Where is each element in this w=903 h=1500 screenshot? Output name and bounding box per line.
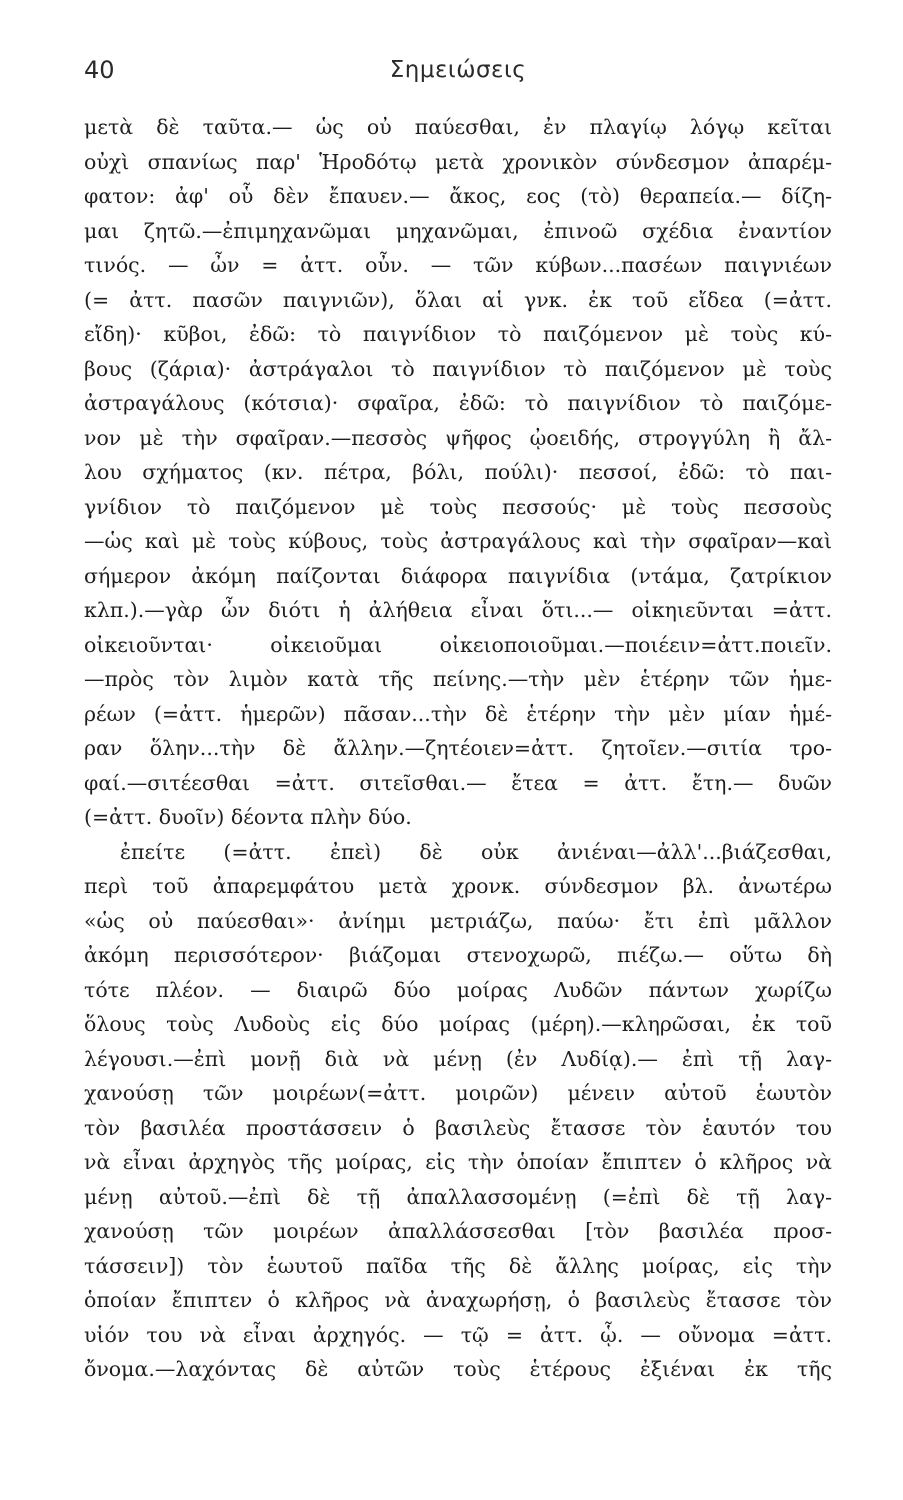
text-line: σήμερον ἀκόμη παίζονται διάφορα παιγνίδια (ντάμα, ζατρίκιον bbox=[84, 563, 832, 588]
text-line: οὐχὶ σπανίως παρ' Ἡροδότῳ μετὰ χρονικὸν σύνδεσμον ἀπαρέμ- bbox=[84, 149, 832, 174]
text-line: βους (ζάρια)· ἀστράγαλοι τὸ παιγνίδιον τὸ παιζόμενον μὲ τοὺς bbox=[84, 356, 832, 381]
text-line: φαί.—σιτέεσθαι =ἀττ. σιτεῖσθαι.— ἔτεα = ἀττ. ἔτη.— δυῶν bbox=[84, 770, 832, 795]
text-line: τότε πλέον. — διαιρῶ δύο μοίρας Λυδῶν πάντων χωρίζω bbox=[84, 977, 832, 1002]
text-line: «ὡς οὐ παύεσθαι»· ἀνίημι μετριάζω, παύω· ἔτι ἐπὶ μᾶλλον bbox=[84, 908, 832, 933]
text-line: χανούσῃ τῶν μοιρέων(=ἀττ. μοιρῶν) μένειν αὐτοῦ ἑωυτὸν bbox=[84, 1081, 832, 1105]
text-line: υἱόν του νὰ εἶναι ἀρχηγός. — τῷ = ἀττ. ᾧ. — οὔνομα =ἀττ. bbox=[84, 1322, 832, 1347]
text-line: ρέων (=ἀττ. ἡμερῶν) πᾶσαν...τὴν δὲ ἑτέρην τὴν μὲν μίαν ἡμέ- bbox=[84, 701, 832, 726]
text-line: ἐπείτε (=ἀττ. ἐπεὶ) δὲ οὐκ ἀνιέναι—ἀλλ'...βιάζεσθαι, bbox=[120, 839, 832, 864]
text-line: —ὡς καὶ μὲ τοὺς κύβους, τοὺς ἀστραγάλους καὶ τὴν σφαῖραν—καὶ bbox=[84, 529, 832, 553]
text-line: (= ἀττ. πασῶν παιγνιῶν), ὅλαι αἱ γνκ. ἐκ τοῦ εἴδεα (=ἀττ. bbox=[84, 287, 832, 312]
page-number: 40 bbox=[84, 56, 115, 84]
text-line: ραν ὅλην...τὴν δὲ ἄλλην.—ζητέοιεν=ἀττ. ζητοῖεν.—σιτία τρο- bbox=[84, 736, 832, 760]
text-line: οἰκειοῦνται· οἰκειοῦμαι οἰκειοποιοῦμαι.—ποιέειν=ἀττ.ποιεῖν. bbox=[84, 632, 832, 657]
text-line: εἴδη)· κῦβοι, ἐδῶ: τὸ παιγνίδιον τὸ παιζόμενον μὲ τοὺς κύ- bbox=[84, 322, 832, 346]
page-header bbox=[84, 50, 832, 90]
text-line: τάσσειν]) τὸν ἑωυτοῦ παῖδα τῆς δὲ ἄλλης μοίρας, εἰς τὴν bbox=[84, 1253, 832, 1278]
text-line: μένῃ αὐτοῦ.—ἐπὶ δὲ τῇ ἀπαλλασσομένῃ (=ἐπὶ δὲ τῇ λαγ- bbox=[84, 1184, 832, 1209]
text-line: ὅλους τοὺς Λυδοὺς εἰς δύο μοίρας (μέρη).—κληρῶσαι, ἐκ τοῦ bbox=[84, 1012, 832, 1036]
text-line: —πρὸς τὸν λιμὸν κατὰ τῆς πείνης.—τὴν μὲν ἑτέρην τῶν ἡμε- bbox=[84, 667, 832, 691]
notes-body bbox=[84, 110, 832, 1387]
text-line: μαι ζητῶ.—ἐπιμηχανῶμαι μηχανῶμαι, ἐπινοῶ σχέδια ἐναντίον bbox=[84, 218, 832, 243]
text-line: τινός. — ὦν = ἀττ. οὖν. — τῶν κύβων...πασέων παιγνιέων bbox=[84, 253, 832, 277]
text-line: κλπ.).—γὰρ ὦν διότι ἡ ἀλήθεια εἶναι ὅτι...— οἰκηιεῦνται =ἀττ. bbox=[84, 598, 832, 622]
text-line: (=ἀττ. δυοῖν) δέοντα πλὴν δύο. bbox=[84, 805, 412, 829]
text-line: ὄνομα.—λαχόντας δὲ αὐτῶν τοὺς ἑτέρους ἐξιέναι ἐκ τῆς bbox=[84, 1357, 832, 1381]
text-line: λέγουσι.—ἐπὶ μονῇ διὰ νὰ μένῃ (ἐν Λυδίᾳ).— ἐπὶ τῇ λαγ- bbox=[84, 1046, 832, 1071]
text-line: φατον: ἀφ' οὗ δὲν ἔπαυεν.— ἄκος, εος (τὸ) θεραπεία.— δίζη- bbox=[84, 184, 832, 208]
text-line: χανούσῃ τῶν μοιρέων ἀπαλλάσσεσθαι [τὸν βασιλέα προσ- bbox=[84, 1219, 832, 1243]
text-line: νὰ εἶναι ἀρχηγὸς τῆς μοίρας, εἰς τὴν ὁποίαν ἔπιπτεν ὁ κλῆρος νὰ bbox=[84, 1150, 832, 1174]
text-line: ἀστραγάλους (κότσια)· σφαῖρα, ἐδῶ: τὸ παιγνίδιον τὸ παιζόμε- bbox=[84, 391, 832, 415]
text-line: νον μὲ τὴν σφαῖραν.—πεσσὸς ψῆφος ᾠοειδής, στρογγύλη ἢ ἄλ- bbox=[84, 425, 832, 450]
text-line: λου σχήματος (κν. πέτρα, βόλι, πούλι)· πεσσοί, ἐδῶ: τὸ παι- bbox=[84, 460, 832, 484]
text-line: γνίδιον τὸ παιζόμενον μὲ τοὺς πεσσούς· μὲ τοὺς πεσσοὺς bbox=[84, 494, 832, 519]
running-head: Σημειώσεις bbox=[389, 57, 527, 83]
text-line: τὸν βασιλέα προστάσσειν ὁ βασιλεὺς ἔτασσε τὸν ἑαυτόν του bbox=[84, 1115, 832, 1140]
text-line: ὁποίαν ἔπιπτεν ὁ κλῆρος νὰ ἀναχωρήσῃ, ὁ βασιλεὺς ἔτασσε τὸν bbox=[84, 1288, 832, 1312]
text-line: ἀκόμη περισσότερον· βιάζομαι στενοχωρῶ, πιέζω.— οὕτω δὴ bbox=[84, 943, 832, 967]
text-line: μετὰ δὲ ταῦτα.— ὡς οὐ παύεσθαι, ἐν πλαγίῳ λόγῳ κεῖται bbox=[84, 115, 832, 139]
text-line: περὶ τοῦ ἀπαρεμφάτου μετὰ χρονκ. σύνδεσμον βλ. ἀνωτέρω bbox=[84, 874, 832, 898]
